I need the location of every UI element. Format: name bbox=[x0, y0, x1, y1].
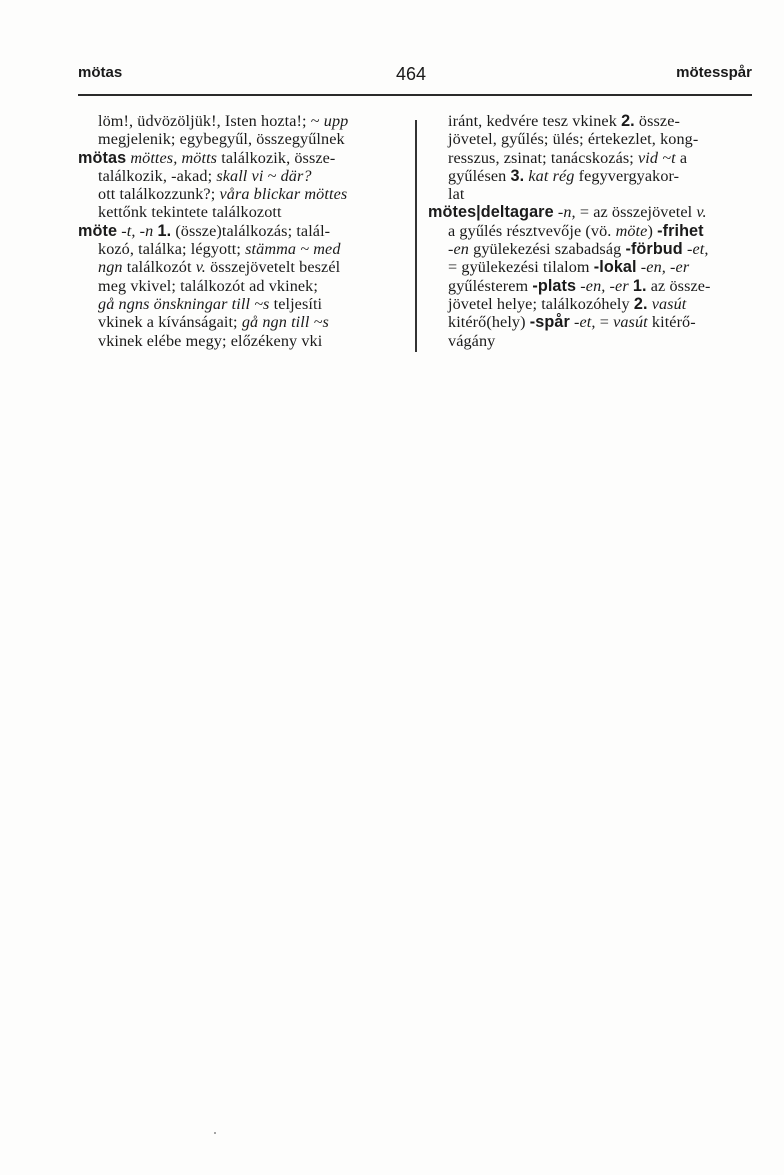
text-line bbox=[78, 149, 408, 167]
text-line bbox=[428, 258, 758, 276]
body-text: találkozik, -akad; bbox=[98, 166, 217, 185]
headword-text: mötes|deltagare bbox=[428, 203, 554, 222]
body-text: kozó, találka; légyott; bbox=[98, 240, 246, 259]
italic-text: möte bbox=[615, 221, 648, 240]
header-last-entry: mötesspår bbox=[676, 64, 752, 81]
text-line bbox=[78, 240, 408, 258]
text-line bbox=[428, 295, 758, 313]
text-line bbox=[78, 277, 408, 295]
text-line bbox=[78, 112, 408, 130]
body-text: (össze)találkozás; talál- bbox=[171, 221, 331, 240]
left-column bbox=[78, 112, 408, 350]
text-line bbox=[428, 130, 758, 148]
text-line bbox=[428, 167, 758, 185]
text-line bbox=[78, 167, 408, 185]
body-text: vkinek a kívánságait; bbox=[98, 313, 242, 332]
italic-text: v. bbox=[696, 203, 707, 222]
italic-text: vasút bbox=[613, 313, 648, 332]
body-text: meg vkivel; találkozót ad vkinek; bbox=[98, 276, 318, 295]
body-text: ott találkozzunk?; bbox=[98, 185, 220, 204]
italic-text: -en, -er bbox=[640, 258, 690, 277]
headword-text: -spår bbox=[529, 313, 570, 332]
headword-text: 1. bbox=[632, 276, 647, 295]
italic-text: skall vi ~ där? bbox=[216, 166, 312, 185]
body-text: resszus, zsinat; tanácskozás; bbox=[448, 148, 638, 167]
text-line bbox=[428, 332, 758, 350]
headword-text: mötas bbox=[78, 148, 127, 167]
body-text: az össze- bbox=[646, 276, 711, 295]
page-speck bbox=[214, 1132, 216, 1134]
text-line bbox=[428, 313, 758, 331]
body-text: = bbox=[595, 313, 614, 332]
body-text: találkozik, össze- bbox=[217, 148, 336, 167]
text-line bbox=[428, 203, 758, 221]
body-text: kitérő(hely) bbox=[448, 313, 530, 332]
header-first-entry: mötas bbox=[78, 64, 123, 81]
italic-text: kat rég bbox=[528, 166, 575, 185]
body-text: = az összejövetel bbox=[575, 203, 697, 222]
italic-text: ngn bbox=[98, 258, 123, 277]
column-divider bbox=[415, 120, 417, 352]
body-text: jövetel helye; találkozóhely bbox=[448, 294, 634, 313]
headword-text: -frihet bbox=[657, 221, 704, 240]
body-text: gyűlésterem bbox=[448, 276, 533, 295]
body-text: ) bbox=[647, 221, 658, 240]
text-line bbox=[78, 295, 408, 313]
text-line bbox=[428, 277, 758, 295]
header-rule bbox=[78, 94, 752, 96]
headword-text: 1. bbox=[157, 221, 172, 240]
italic-text: v. bbox=[195, 258, 206, 277]
italic-text: vid ~t bbox=[638, 148, 676, 167]
italic-text: våra blickar möttes bbox=[219, 185, 348, 204]
text-line bbox=[78, 332, 408, 350]
italic-text: -en bbox=[448, 240, 469, 259]
italic-text: gå ngns önskningar till ~s bbox=[98, 294, 270, 313]
text-line bbox=[428, 112, 758, 130]
italic-text: -en, -er bbox=[580, 276, 629, 295]
headword-text: möte bbox=[78, 221, 118, 240]
italic-text: vasút bbox=[651, 294, 687, 313]
text-line bbox=[78, 130, 408, 148]
body-text: fegyvergyakor- bbox=[574, 166, 680, 185]
italic-text: -et, bbox=[574, 313, 596, 332]
page-header bbox=[78, 64, 752, 92]
headword-text: 3. bbox=[510, 166, 525, 185]
text-line bbox=[428, 185, 758, 203]
body-text: a bbox=[675, 148, 688, 167]
body-text: lat bbox=[448, 185, 465, 204]
italic-text: gå ngn till ~s bbox=[241, 313, 329, 332]
italic-text: upp bbox=[323, 112, 349, 130]
page-number: 464 bbox=[396, 64, 427, 84]
right-column bbox=[428, 112, 758, 350]
headword-text: -förbud bbox=[625, 240, 683, 259]
headword-text: -lokal bbox=[593, 258, 637, 277]
body-text: vágány bbox=[448, 331, 496, 350]
italic-text: -t, -n bbox=[121, 221, 154, 240]
body-text: löm!, üdvözöljük!, Isten hozta!; ~ bbox=[98, 112, 324, 130]
body-text: összejövetelt beszél bbox=[205, 258, 341, 277]
body-text: vkinek elébe megy; előzékeny vki bbox=[98, 331, 323, 350]
body-text: a gyűlés résztvevője (vö. bbox=[448, 221, 616, 240]
text-line bbox=[78, 222, 408, 240]
body-text: kitérő- bbox=[647, 313, 696, 332]
body-text: össze- bbox=[634, 112, 680, 130]
text-line bbox=[428, 240, 758, 258]
body-text: találkozót bbox=[122, 258, 196, 277]
italic-text: -et, bbox=[686, 240, 709, 259]
text-line bbox=[78, 313, 408, 331]
body-text: gyülekezési szabadság bbox=[468, 240, 626, 259]
text-line bbox=[78, 258, 408, 276]
body-text: megjelenik; egybegyűl, összegyűlnek bbox=[98, 130, 345, 149]
headword-text: 2. bbox=[633, 294, 648, 313]
headword-text: 2. bbox=[621, 112, 635, 130]
italic-text: -n, bbox=[557, 203, 576, 222]
text-line bbox=[428, 222, 758, 240]
text-line bbox=[78, 185, 408, 203]
italic-text: stämma ~ med bbox=[245, 240, 341, 259]
body-text: iránt, kedvére tesz vkinek bbox=[448, 112, 622, 130]
body-text: teljesíti bbox=[269, 294, 323, 313]
body-text: gyűlésen bbox=[448, 166, 511, 185]
text-line bbox=[78, 203, 408, 221]
body-text: jövetel, gyűlés; ülés; értekezlet, kong- bbox=[448, 130, 699, 149]
headword-text: -plats bbox=[532, 276, 577, 295]
body-text: = gyülekezési tilalom bbox=[448, 258, 594, 277]
italic-text: möttes, mötts bbox=[130, 148, 218, 167]
text-line bbox=[428, 149, 758, 167]
body-text: kettőnk tekintete találkozott bbox=[98, 203, 282, 222]
